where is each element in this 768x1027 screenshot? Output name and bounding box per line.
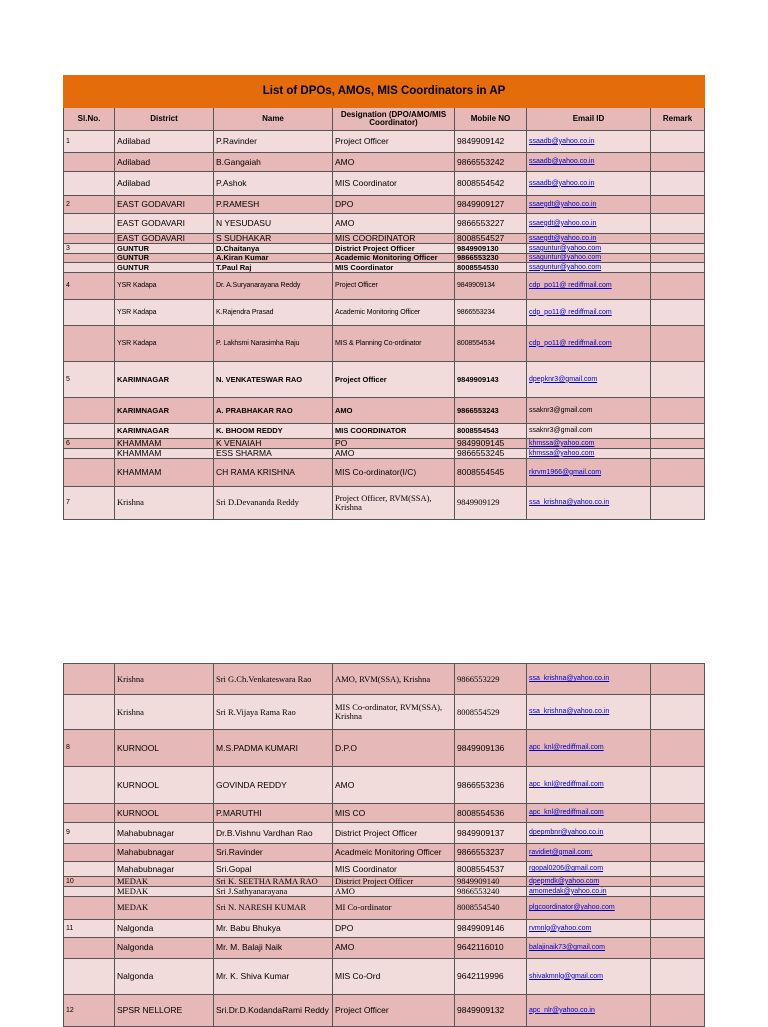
table-row <box>64 326 705 362</box>
remark-cell <box>651 919 705 937</box>
name-cell: K. BHOOM REDDY <box>214 424 333 439</box>
remark-cell <box>651 877 705 887</box>
sl-cell: 7 <box>64 486 115 519</box>
district-cell: Krishna <box>115 486 214 519</box>
district-cell: MEDAK <box>115 886 214 896</box>
mobile-cell: 8008554534 <box>455 326 527 362</box>
sl-cell: 6 <box>64 439 115 449</box>
sl-cell <box>64 695 115 730</box>
designation-cell: Project Officer <box>333 131 455 153</box>
mobile-cell: 9849909129 <box>455 486 527 519</box>
remark-cell <box>651 695 705 730</box>
email-cell[interactable]: balajinaik73@gmail.com <box>527 937 651 958</box>
sl-cell <box>64 767 115 804</box>
designation-cell: PO <box>333 439 455 449</box>
district-cell: KURNOOL <box>115 730 214 767</box>
table-row <box>64 804 705 823</box>
email-cell[interactable]: rgopal0206@gmail.com <box>527 862 651 877</box>
table-row <box>64 877 705 887</box>
table-row <box>64 214 705 234</box>
designation-cell: MIS COORDINATOR <box>333 424 455 439</box>
name-cell: Sri.Ravinder <box>214 844 333 862</box>
remark-cell <box>651 862 705 877</box>
designation-cell: AMO <box>333 449 455 459</box>
designation-cell: Academic Monitoring Officer <box>333 254 455 263</box>
designation-cell: District Project Officer <box>333 823 455 844</box>
district-cell: Mahabubnagar <box>115 862 214 877</box>
name-cell: N. VENKATESWAR RAO <box>214 362 333 398</box>
sl-cell: 12 <box>64 994 115 1026</box>
mobile-cell: 8008554542 <box>455 172 527 196</box>
header-name: Name <box>214 108 333 131</box>
mobile-cell: 9849909142 <box>455 131 527 153</box>
email-cell[interactable]: shivakmnlg@gmail.com <box>527 958 651 994</box>
name-cell: GOVINDA REDDY <box>214 767 333 804</box>
email-cell[interactable]: apc_knl@rediffmail.com <box>527 804 651 823</box>
mobile-cell: 9866553242 <box>455 153 527 172</box>
email-cell[interactable]: ssaguntur@yahoo.com <box>527 254 651 263</box>
name-cell: Sri R.Vijaya Rama Rao <box>214 695 333 730</box>
remark-cell <box>651 767 705 804</box>
remark-cell <box>651 300 705 326</box>
remark-cell <box>651 196 705 214</box>
district-cell: YSR Kadapa <box>115 300 214 326</box>
header-email: Email ID <box>527 108 651 131</box>
remark-cell <box>651 362 705 398</box>
remark-cell <box>651 886 705 896</box>
name-cell: Mr. Babu Bhukya <box>214 919 333 937</box>
table-row <box>64 273 705 300</box>
mobile-cell: 9866553245 <box>455 449 527 459</box>
name-cell: B.Gangaiah <box>214 153 333 172</box>
designation-cell: AMO <box>333 937 455 958</box>
sl-cell: 4 <box>64 273 115 300</box>
email-cell[interactable]: apc_nlr@yahoo.co.in <box>527 994 651 1026</box>
mobile-cell: 9866553229 <box>455 664 527 695</box>
sl-cell <box>64 326 115 362</box>
table-row <box>64 439 705 449</box>
sl-cell <box>64 664 115 695</box>
table-row <box>64 844 705 862</box>
remark-cell <box>651 486 705 519</box>
designation-cell: MIS Co-Ord <box>333 958 455 994</box>
table-row <box>64 196 705 214</box>
name-cell: P. Lakhsmi Narasimha Raju <box>214 326 333 362</box>
designation-cell: AMO <box>333 214 455 234</box>
designation-cell: Project Officer <box>333 362 455 398</box>
sl-cell <box>64 263 115 273</box>
officers-table-top <box>63 75 705 520</box>
mobile-cell: 8008554530 <box>455 263 527 273</box>
header-mobile: Mobile NO <box>455 108 527 131</box>
mobile-cell: 9849909146 <box>455 919 527 937</box>
remark-cell <box>651 214 705 234</box>
mobile-cell: 9849909143 <box>455 362 527 398</box>
designation-cell: MIS Co-ordinator(I/C) <box>333 458 455 486</box>
sl-cell: 10 <box>64 877 115 887</box>
designation-cell: MIS Co-ordinator, RVM(SSA), Krishna <box>333 695 455 730</box>
email-cell[interactable]: khmssa@yahoo.com <box>527 449 651 459</box>
district-cell: KARIMNAGAR <box>115 362 214 398</box>
designation-cell: Acadmeic Monitoring Officer <box>333 844 455 862</box>
mobile-cell: 9849909127 <box>455 196 527 214</box>
district-cell: YSR Kadapa <box>115 273 214 300</box>
sl-cell <box>64 153 115 172</box>
email-cell[interactable]: ssaadb@yahoo.co.in <box>527 153 651 172</box>
name-cell: Sri.Gopal <box>214 862 333 877</box>
email-cell[interactable]: ssaegdt@yahoo.co.in <box>527 234 651 244</box>
header-row <box>64 108 705 131</box>
table-row <box>64 730 705 767</box>
district-cell: KURNOOL <box>115 804 214 823</box>
district-cell: Nalgonda <box>115 958 214 994</box>
email-cell[interactable]: cdp_po11@ rediffmail.com <box>527 326 651 362</box>
remark-cell <box>651 398 705 424</box>
remark-cell <box>651 131 705 153</box>
mobile-cell: 9849909130 <box>455 244 527 254</box>
name-cell: P.Ashok <box>214 172 333 196</box>
officers-table-bottom <box>63 663 705 1027</box>
designation-cell: Project Officer <box>333 994 455 1026</box>
email-cell[interactable]: ssaegdt@yahoo.co.in <box>527 214 651 234</box>
designation-cell: MIS CO <box>333 804 455 823</box>
name-cell: P.Ravinder <box>214 131 333 153</box>
district-cell: Adilabad <box>115 131 214 153</box>
sl-cell <box>64 862 115 877</box>
mobile-cell: 9866553234 <box>455 300 527 326</box>
designation-cell: MIS COORDINATOR <box>333 234 455 244</box>
email-cell[interactable]: dpepmbnr@yahoo.co.in <box>527 823 651 844</box>
district-cell: Adilabad <box>115 153 214 172</box>
district-cell: EAST GODAVARI <box>115 196 214 214</box>
district-cell: KHAMMAM <box>115 449 214 459</box>
table-row <box>64 695 705 730</box>
district-cell: MEDAK <box>115 896 214 919</box>
mobile-cell: 9849909137 <box>455 823 527 844</box>
email-cell[interactable]: ssaegdt@yahoo.co.in <box>527 196 651 214</box>
remark-cell <box>651 172 705 196</box>
name-cell: Sri J.Sathyanarayana <box>214 886 333 896</box>
email-cell[interactable]: ssa_krishna@yahoo.co.in <box>527 695 651 730</box>
table-row <box>64 886 705 896</box>
table-row <box>64 896 705 919</box>
name-cell: D.Chaitanya <box>214 244 333 254</box>
remark-cell <box>651 937 705 958</box>
sl-cell <box>64 398 115 424</box>
sl-cell: 2 <box>64 196 115 214</box>
district-cell: KARIMNAGAR <box>115 424 214 439</box>
sl-cell <box>64 804 115 823</box>
remark-cell <box>651 664 705 695</box>
sl-cell <box>64 234 115 244</box>
designation-cell: MIS & Planning Co-ordinator <box>333 326 455 362</box>
remark-cell <box>651 424 705 439</box>
mobile-cell: 9642116010 <box>455 937 527 958</box>
remark-cell <box>651 804 705 823</box>
name-cell: P.MARUTHI <box>214 804 333 823</box>
email-cell[interactable]: dpepmdk@yahoo.com <box>527 877 651 887</box>
designation-cell: MIS Coordinator <box>333 862 455 877</box>
email-cell[interactable]: khmssa@yahoo.com <box>527 439 651 449</box>
district-cell: Mahabubnagar <box>115 823 214 844</box>
designation-cell: MI Co-ordinator <box>333 896 455 919</box>
sl-cell: 1 <box>64 131 115 153</box>
header-remark: Remark <box>651 108 705 131</box>
sl-cell: 3 <box>64 244 115 254</box>
email-cell[interactable]: rvmnlg@yahoo.com <box>527 919 651 937</box>
email-cell[interactable]: ssaguntur@yahoo.com <box>527 244 651 254</box>
table-row <box>64 919 705 937</box>
mobile-cell: 8008554540 <box>455 896 527 919</box>
sl-cell <box>64 172 115 196</box>
mobile-cell: 9849909132 <box>455 994 527 1026</box>
table-row <box>64 362 705 398</box>
mobile-cell: 9866553240 <box>455 886 527 896</box>
mobile-cell: 9849909145 <box>455 439 527 449</box>
designation-cell: MIS Coordinator <box>333 172 455 196</box>
table-row <box>64 234 705 244</box>
name-cell: S SUDHAKAR <box>214 234 333 244</box>
district-cell: KARIMNAGAR <box>115 398 214 424</box>
table-row <box>64 263 705 273</box>
table-row <box>64 424 705 439</box>
designation-cell: Project Officer <box>333 273 455 300</box>
email-cell[interactable]: ravidiet@gmail.com; <box>527 844 651 862</box>
name-cell: Mr. M. Balaji Naik <box>214 937 333 958</box>
email-cell[interactable]: cdp_po11@ rediffmail.com <box>527 273 651 300</box>
email-cell[interactable]: apc_knl@rediffmail.com <box>527 730 651 767</box>
sl-cell <box>64 886 115 896</box>
name-cell: CH RAMA KRISHNA <box>214 458 333 486</box>
remark-cell <box>651 958 705 994</box>
table-row <box>64 937 705 958</box>
designation-cell: AMO <box>333 886 455 896</box>
mobile-cell: 8008554536 <box>455 804 527 823</box>
email-cell[interactable]: ssaadb@yahoo.co.in <box>527 131 651 153</box>
table-row <box>64 153 705 172</box>
remark-cell <box>651 254 705 263</box>
sl-cell: 9 <box>64 823 115 844</box>
table-row <box>64 994 705 1026</box>
remark-cell <box>651 234 705 244</box>
district-cell: MEDAK <box>115 877 214 887</box>
district-cell: Nalgonda <box>115 937 214 958</box>
email-cell[interactable]: apc_knl@rediffmail.com <box>527 767 651 804</box>
sl-cell: 8 <box>64 730 115 767</box>
header-designation: Designation (DPO/AMO/MIS Coordinator) <box>333 108 455 131</box>
sl-cell <box>64 937 115 958</box>
email-cell[interactable]: rkrvm1966@gmail.com <box>527 458 651 486</box>
email-cell[interactable]: plgcoordinator@yahoo.com <box>527 896 651 919</box>
name-cell: T.Paul Raj <box>214 263 333 273</box>
designation-cell: MIS Coordinator <box>333 263 455 273</box>
mobile-cell: 8008554537 <box>455 862 527 877</box>
remark-cell <box>651 153 705 172</box>
email-cell[interactable]: cdp_po11@ rediffmail.com <box>527 300 651 326</box>
remark-cell <box>651 449 705 459</box>
header-slno: Sl.No. <box>64 108 115 131</box>
mobile-cell: 9849909134 <box>455 273 527 300</box>
district-cell: GUNTUR <box>115 263 214 273</box>
table-row <box>64 300 705 326</box>
email-cell[interactable]: amomedak@yahoo.co.in <box>527 886 651 896</box>
sl-cell <box>64 449 115 459</box>
district-cell: Mahabubnagar <box>115 844 214 862</box>
table-row <box>64 664 705 695</box>
table-row <box>64 458 705 486</box>
table-row <box>64 244 705 254</box>
designation-cell: AMO <box>333 398 455 424</box>
sl-cell <box>64 458 115 486</box>
mobile-cell: 9866553237 <box>455 844 527 862</box>
table-row <box>64 767 705 804</box>
district-cell: KHAMMAM <box>115 439 214 449</box>
name-cell: Sri G.Ch.Venkateswara Rao <box>214 664 333 695</box>
page-title: List of DPOs, AMOs, MIS Coordinators in AP <box>64 76 705 108</box>
name-cell: A.Kiran Kumar <box>214 254 333 263</box>
remark-cell <box>651 896 705 919</box>
name-cell: Sri K. SEETHA RAMA RAO <box>214 877 333 887</box>
email-cell[interactable]: dpepknr3@gmail.com <box>527 362 651 398</box>
district-cell: EAST GODAVARI <box>115 214 214 234</box>
designation-cell: District Project Officer <box>333 244 455 254</box>
name-cell: Dr.B.Vishnu Vardhan Rao <box>214 823 333 844</box>
designation-cell: AMO, RVM(SSA), Krishna <box>333 664 455 695</box>
remark-cell <box>651 994 705 1026</box>
remark-cell <box>651 326 705 362</box>
designation-cell: DPO <box>333 919 455 937</box>
mobile-cell: 9866553227 <box>455 214 527 234</box>
remark-cell <box>651 263 705 273</box>
designation-cell: DPO <box>333 196 455 214</box>
mobile-cell: 8008554543 <box>455 424 527 439</box>
sl-cell <box>64 844 115 862</box>
name-cell: Sri D.Devananda Reddy <box>214 486 333 519</box>
sl-cell: 11 <box>64 919 115 937</box>
email-cell: ssaknr3@gmail.com <box>527 424 651 439</box>
designation-cell: AMO <box>333 767 455 804</box>
name-cell: K.Rajendra Prasad <box>214 300 333 326</box>
designation-cell: Project Officer, RVM(SSA), Krishna <box>333 486 455 519</box>
email-cell[interactable]: ssa_krishna@yahoo.co.in <box>527 664 651 695</box>
district-cell: Krishna <box>115 664 214 695</box>
designation-cell: AMO <box>333 153 455 172</box>
table-row <box>64 486 705 519</box>
mobile-cell: 9849909136 <box>455 730 527 767</box>
email-cell: ssaknr3@gmail.com <box>527 398 651 424</box>
remark-cell <box>651 273 705 300</box>
district-cell: KURNOOL <box>115 767 214 804</box>
table-row <box>64 958 705 994</box>
sl-cell <box>64 254 115 263</box>
mobile-cell: 9642119996 <box>455 958 527 994</box>
mobile-cell: 8008554529 <box>455 695 527 730</box>
mobile-cell: 8008554545 <box>455 458 527 486</box>
table-part-1 <box>63 75 704 520</box>
district-cell: EAST GODAVARI <box>115 234 214 244</box>
mobile-cell: 9866553236 <box>455 767 527 804</box>
email-cell[interactable]: ssaguntur@yahoo.com <box>527 263 651 273</box>
header-district: District <box>115 108 214 131</box>
district-cell: Krishna <box>115 695 214 730</box>
mobile-cell: 9849909140 <box>455 877 527 887</box>
table-row <box>64 862 705 877</box>
sl-cell <box>64 424 115 439</box>
designation-cell: D.P.O <box>333 730 455 767</box>
email-cell[interactable]: ssa_krishna@yahoo.co.in <box>527 486 651 519</box>
name-cell: K VENAIAH <box>214 439 333 449</box>
name-cell: M.S.PADMA KUMARI <box>214 730 333 767</box>
name-cell: P.RAMESH <box>214 196 333 214</box>
sl-cell <box>64 214 115 234</box>
name-cell: A. PRABHAKAR RAO <box>214 398 333 424</box>
name-cell: ESS SHARMA <box>214 449 333 459</box>
remark-cell <box>651 244 705 254</box>
table-row <box>64 398 705 424</box>
designation-cell: Academic Monitoring Officer <box>333 300 455 326</box>
sl-cell <box>64 958 115 994</box>
designation-cell: District Project Officer <box>333 877 455 887</box>
district-cell: Adilabad <box>115 172 214 196</box>
remark-cell <box>651 730 705 767</box>
email-cell[interactable]: ssaadb@yahoo.co.in <box>527 172 651 196</box>
district-cell: SPSR NELLORE <box>115 994 214 1026</box>
mobile-cell: 9866553243 <box>455 398 527 424</box>
table-row <box>64 131 705 153</box>
district-cell: Nalgonda <box>115 919 214 937</box>
name-cell: Sri N. NARESH KUMAR <box>214 896 333 919</box>
name-cell: N YESUDASU <box>214 214 333 234</box>
remark-cell <box>651 844 705 862</box>
table-row <box>64 449 705 459</box>
sl-cell <box>64 300 115 326</box>
district-cell: YSR Kadapa <box>115 326 214 362</box>
district-cell: GUNTUR <box>115 244 214 254</box>
name-cell: Dr. A.Suryanarayana Reddy <box>214 273 333 300</box>
mobile-cell: 9866553230 <box>455 254 527 263</box>
table-row <box>64 823 705 844</box>
mobile-cell: 8008554527 <box>455 234 527 244</box>
name-cell: Sri.Dr.D.KodandaRami Reddy <box>214 994 333 1026</box>
remark-cell <box>651 458 705 486</box>
table-part-2 <box>63 663 704 1027</box>
sl-cell: 5 <box>64 362 115 398</box>
district-cell: GUNTUR <box>115 254 214 263</box>
name-cell: Mr. K. Shiva Kumar <box>214 958 333 994</box>
table-row <box>64 254 705 263</box>
district-cell: KHAMMAM <box>115 458 214 486</box>
table-row <box>64 172 705 196</box>
remark-cell <box>651 823 705 844</box>
remark-cell <box>651 439 705 449</box>
sl-cell <box>64 896 115 919</box>
